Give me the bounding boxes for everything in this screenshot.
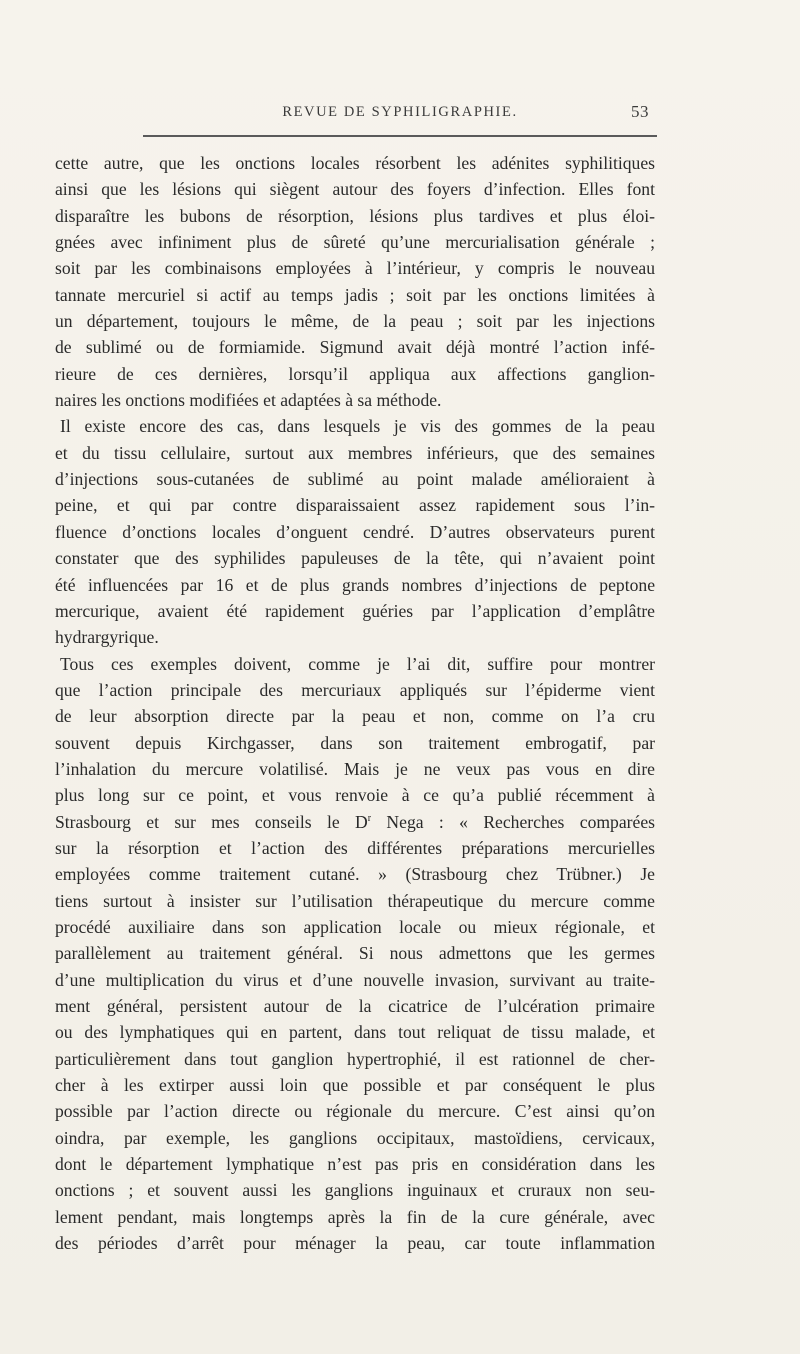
text-line: oindra, par exemple, les ganglions occipitaux, mastoïdiens, cervicaux,: [55, 1127, 655, 1148]
text-line-with-superscript: [55, 809, 655, 835]
text-line: onctions ; et souvent aussi les ganglions inguinaux et cruraux non seu-: [55, 1180, 655, 1201]
running-head: [0, 101, 800, 123]
text-line: procédé auxiliaire dans son application locale ou mieux régionale, et: [55, 916, 655, 937]
text-line: cher à les extirper aussi loin que possible et par conséquent le plus: [55, 1075, 655, 1096]
text-segment: Strasbourg et sur mes conseils le D: [55, 811, 368, 832]
text-line: employées comme traitement cutané. » (Strasbourg chez Trübner.) Je: [55, 864, 655, 885]
text-line: et du tissu cellulaire, surtout aux membres inférieurs, que des semaines: [55, 442, 655, 463]
text-line: disparaître les bubons de résorption, lésions plus tardives et plus éloi-: [55, 205, 655, 226]
paragraph-start-line: Tous ces exemples doivent, comme je l’ai dit, suffire pour montrer: [60, 653, 655, 674]
body-text: [55, 150, 655, 1256]
text-line: des périodes d’arrêt pour ménager la peau, car toute inflammation: [55, 1233, 655, 1254]
text-line: tiens surtout à insister sur l’utilisation thérapeutique du mercure comme: [55, 890, 655, 911]
text-line: dont le département lymphatique n’est pas pris en considération dans les: [55, 1154, 655, 1175]
text-line: constater que des syphilides papuleuses de la tête, qui n’avaient point: [55, 548, 655, 569]
text-line: possible par l’action directe ou régionale du mercure. C’est ainsi qu’on: [55, 1101, 655, 1122]
text-line: d’une multiplication du virus et d’une nouvelle invasion, survivant au traite-: [55, 969, 655, 990]
text-line: soit par les combinaisons employées à l’intérieur, y compris le nouveau: [55, 258, 655, 279]
text-line: gnées avec infiniment plus de sûreté qu’une mercurialisation générale ;: [55, 232, 655, 253]
text-line: été influencées par 16 et de plus grands nombres d’injections de peptone: [55, 574, 655, 595]
text-line: particulièrement dans tout ganglion hypertrophié, il est rationnel de cher-: [55, 1048, 655, 1069]
text-segment: Nega : « Recherches comparées: [371, 811, 655, 832]
text-line: que l’action principale des mercuriaux appliqués sur l’épiderme vient: [55, 679, 655, 700]
text-line: ou des lymphatiques qui en partent, dans tout reliquat de tissu malade, et: [55, 1022, 655, 1043]
superscript: r: [367, 812, 372, 824]
text-line: naires les onctions modifiées et adaptées à sa méthode.: [55, 390, 442, 411]
running-title: REVUE DE SYPHILIGRAPHIE.: [282, 104, 518, 120]
paragraph-start-line: Il existe encore des cas, dans lesquels je vis des gommes de la peau: [60, 416, 655, 437]
text-line: un département, toujours le même, de la peau ; soit par les injections: [55, 311, 655, 332]
header-rule: [143, 135, 657, 137]
text-line: plus long sur ce point, et vous renvoie à ce qu’a publié récemment à: [55, 785, 655, 806]
text-line: mercurique, avaient été rapidement guéries par l’application d’emplâtre: [55, 600, 655, 621]
text-line: parallèlement au traitement général. Si nous admettons que les germes: [55, 943, 655, 964]
text-line: sur la résorption et l’action des différentes préparations mercurielles: [55, 837, 655, 858]
text-line: rieure de ces dernières, lorsqu’il appliqua aux affections ganglion-: [55, 363, 655, 384]
text-line: peine, et qui par contre disparaissaient assez rapidement sous l’in-: [55, 495, 655, 516]
text-line: ment général, persistent autour de la cicatrice de l’ulcération primaire: [55, 996, 655, 1016]
text-line: hydrargyrique.: [55, 627, 159, 648]
text-line: d’injections sous-cutanées de sublimé au point malade amélioraient à: [55, 469, 655, 490]
text-line: fluence d’onctions locales d’onguent cendré. D’autres observateurs purent: [55, 521, 655, 542]
text-line: tannate mercuriel si actif au temps jadis ; soit par les onctions limitées à: [55, 284, 655, 305]
text-line: l’inhalation du mercure volatilisé. Mais je ne veux pas vous en dire: [55, 758, 655, 779]
text-line: cette autre, que les onctions locales résorbent les adénites syphilitiques: [55, 153, 655, 173]
page-number: 53: [631, 102, 649, 121]
text-line: ainsi que les lésions qui siègent autour des foyers d’infection. Elles font: [55, 179, 655, 200]
text-line: de sublimé ou de formiamide. Sigmund avait déjà montré l’action infé-: [55, 337, 655, 358]
text-line: souvent depuis Kirchgasser, dans son traitement embrogatif, par: [55, 732, 655, 753]
text-line: lement pendant, mais longtemps après la fin de la cure générale, avec: [55, 1206, 655, 1227]
text-line: de leur absorption directe par la peau et non, comme on l’a cru: [55, 706, 655, 727]
